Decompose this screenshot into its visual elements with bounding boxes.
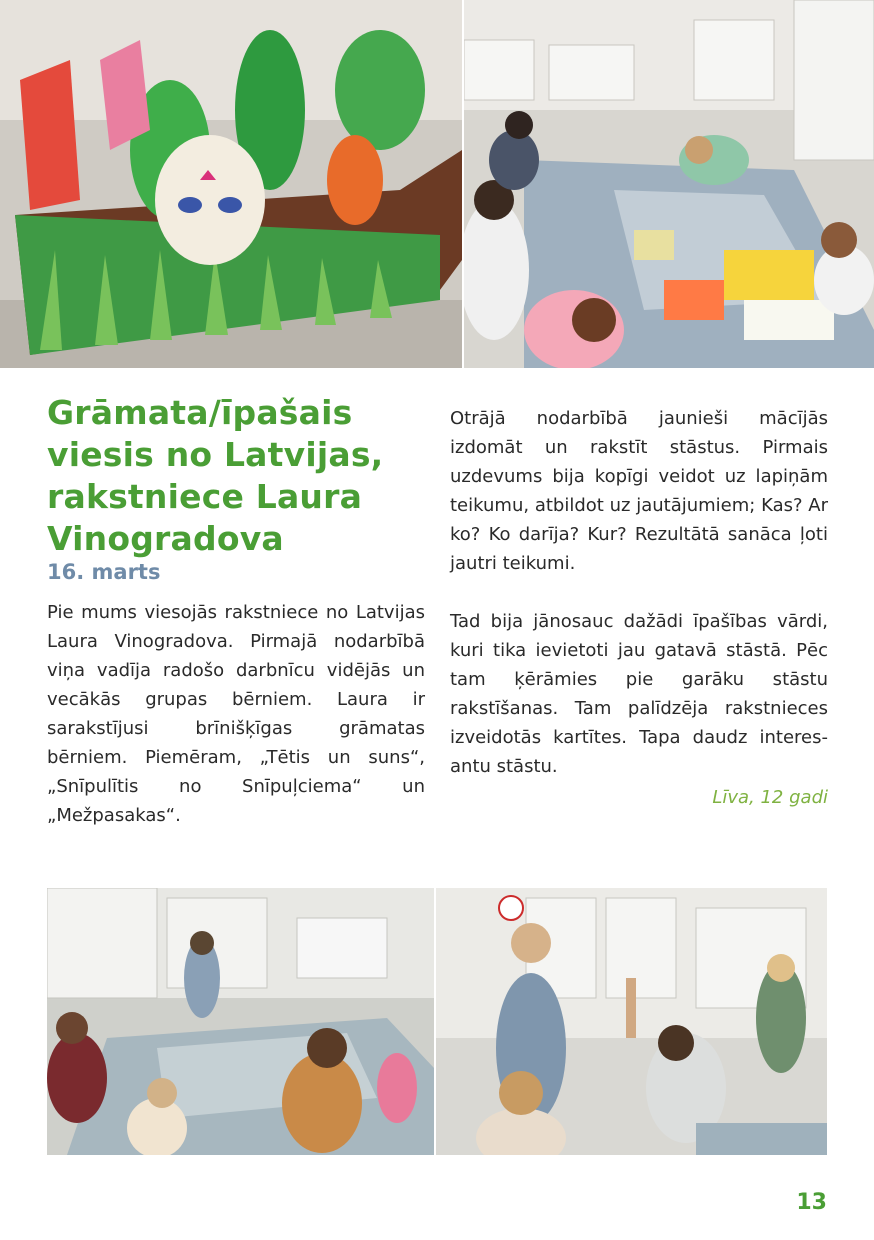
page-number: 13 — [796, 1190, 827, 1215]
author-signature: Līva, 12 gadi — [712, 787, 828, 808]
article-left-column — [47, 392, 425, 830]
photo-teacher-class — [436, 888, 827, 1155]
article-title: Grāmata/īpašais viesis no Latvijas, rakstniece Laura Vinogradova — [47, 393, 384, 558]
article-right-column — [450, 404, 828, 812]
article-paragraph-1: Pie mums viesojās rakstniece no Latvijas Laura Vinogradova. Pirmajā nodarbībā viņa vadīja radošo darbnīcu vidējās un vecākās grupas bērniem. Laura ir sarakstījusi brīnišķīgas grāmatas bērniem. Piemēram, „Tētis un suns“, „Snīpulītis no Snīpuļciema“ un „Mežpasakas“. — [47, 602, 425, 826]
article-paragraph-2: Otrājā nodarbībā jaunieši mācījās izdomāt un rakstīt stāstus. Pirmais uzdevums bija kopīgi veidot uz lapiņām teikumu, atbildot uz jautājumiem; Kas? Ar ko? Ko darīja? Kur? Rezultātā sanāca ļoti jautri teikumi. — [450, 408, 828, 574]
photo-paper-diorama — [0, 0, 462, 368]
article-date: 16. marts — [47, 560, 161, 584]
photo-group-table — [47, 888, 434, 1155]
article-paragraph-3: Tad bija jānosauc dažādi īpašības vārdi, kuri tika ievietoti jau gatavā stāstā. Pēc tam ķērāmies pie garāku stāstu rakstīšanas. Tam palīdzēja rakstnieces izveidotās kartītes. Tapa daudz interesantu stāstu. — [450, 611, 828, 777]
photo-children-drawing — [464, 0, 874, 368]
